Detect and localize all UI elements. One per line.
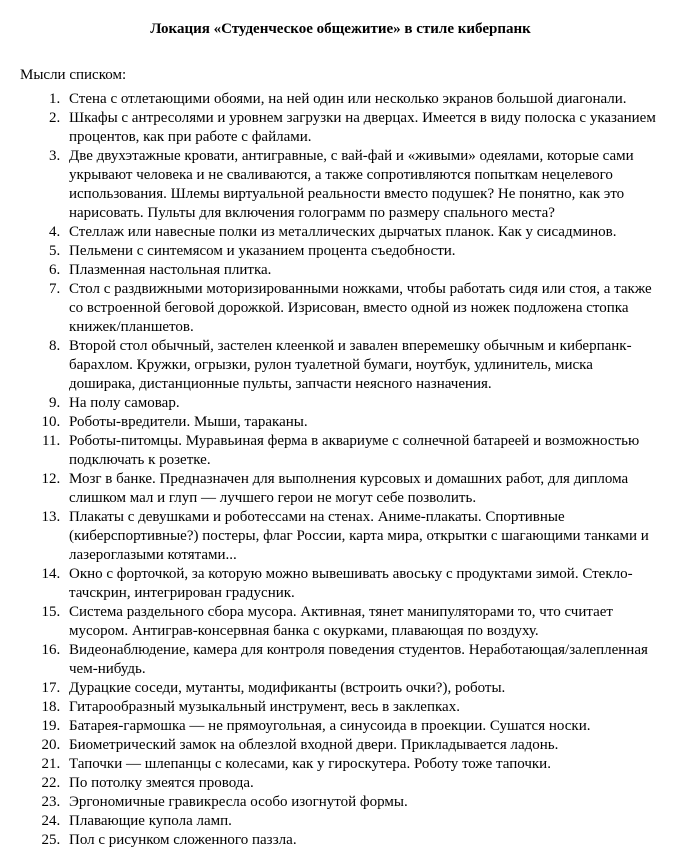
list-item: 25. Пол с рисунком сложенного паззла. [64, 831, 661, 850]
idea-list [20, 90, 661, 850]
list-item: 12. Мозг в банке. Предназначен для выполнения курсовых и домашних работ, для диплома слишком мал и глуп — лучшего герои не могут себе позволить. [64, 470, 661, 508]
list-item: 8. Второй стол обычный, застелен клеенкой и завален вперемешку обычным и киберпанк-барахлом. Кружки, огрызки, рулон туалетной бумаги, ноутбук, удлинитель, миска доширака, дистанционные пульты, запчасти неясного назначения. [64, 337, 661, 394]
list-item: 1. Стена с отлетающими обоями, на ней один или несколько экранов большой диагонали. [64, 90, 661, 109]
list-item: 14. Окно с форточкой, за которую можно вывешивать авоську с продуктами зимой. Стекло-тачскрин, интегрирован градусник. [64, 565, 661, 603]
list-intro: Мысли списком: [20, 67, 127, 83]
list-item: 11. Роботы-питомцы. Муравьиная ферма в аквариуме с солнечной батареей и возможностью подключать к розетке. [64, 432, 661, 470]
list-item: 22. По потолку змеятся провода. [64, 774, 661, 793]
list-item: 5. Пельмени с синтемясом и указанием процента съедобности. [64, 242, 661, 261]
list-item: 15. Система раздельного сбора мусора. Активная, тянет манипуляторами то, что считает мусором. Антиграв-консервная банка с окурками, плавающая по воздуху. [64, 603, 661, 641]
list-item: 16. Видеонаблюдение, камера для контроля поведения студентов. Неработающая/залепленная чем-нибудь. [64, 641, 661, 679]
list-item: 10. Роботы-вредители. Мыши, тараканы. [64, 413, 661, 432]
list-item: 19. Батарея-гармошка — не прямоугольная, а синусоида в проекции. Сушатся носки. [64, 717, 661, 736]
list-item: 7. Стол с раздвижными моторизированными ножками, чтобы работать сидя или стоя, а также со встроенной беговой дорожкой. Изрисован, вместо одной из ножек подложена стопка книжек/планшетов. [64, 280, 661, 337]
list-item: 18. Гитарообразный музыкальный инструмент, весь в заклепках. [64, 698, 661, 717]
list-item: 20. Биометрический замок на облезлой входной двери. Прикладывается ладонь. [64, 736, 661, 755]
list-item: 3. Две двухэтажные кровати, антигравные, с вай-фай и «живыми» одеялами, которые сами укрывают человека и не сваливаются, а также сопротивляются попыткам нецелевого использования. Шлемы виртуальной реальности вместо подушек? Не понятно, как это нарисовать. Пульты для включения голограмм по размеру спального места? [64, 147, 661, 223]
list-item: 23. Эргономичные гравикресла особо изогнутой формы. [64, 793, 661, 812]
list-item: 13. Плакаты с девушками и роботессами на стенах. Аниме-плакаты. Спортивные (киберспортивные?) постеры, флаг России, карта мира, открытки с шагающими танками и лазероглазыми котятами... [64, 508, 661, 565]
list-item: 2. Шкафы с антресолями и уровнем загрузки на дверцах. Имеется в виду полоска с указанием процентов, как при работе с файлами. [64, 109, 661, 147]
list-item: 9. На полу самовар. [64, 394, 661, 413]
page-title: Локация «Студенческое общежитие» в стиле киберпанк [150, 21, 531, 37]
list-item: 4. Стеллаж или навесные полки из металлических дырчатых планок. Как у сисадминов. [64, 223, 661, 242]
list-item: 6. Плазменная настольная плитка. [64, 261, 661, 280]
list-item: 21. Тапочки — шлепанцы с колесами, как у гироскутера. Роботу тоже тапочки. [64, 755, 661, 774]
list-item: 17. Дурацкие соседи, мутанты, модификанты (встроить очки?), роботы. [64, 679, 661, 698]
list-item: 24. Плавающие купола ламп. [64, 812, 661, 831]
